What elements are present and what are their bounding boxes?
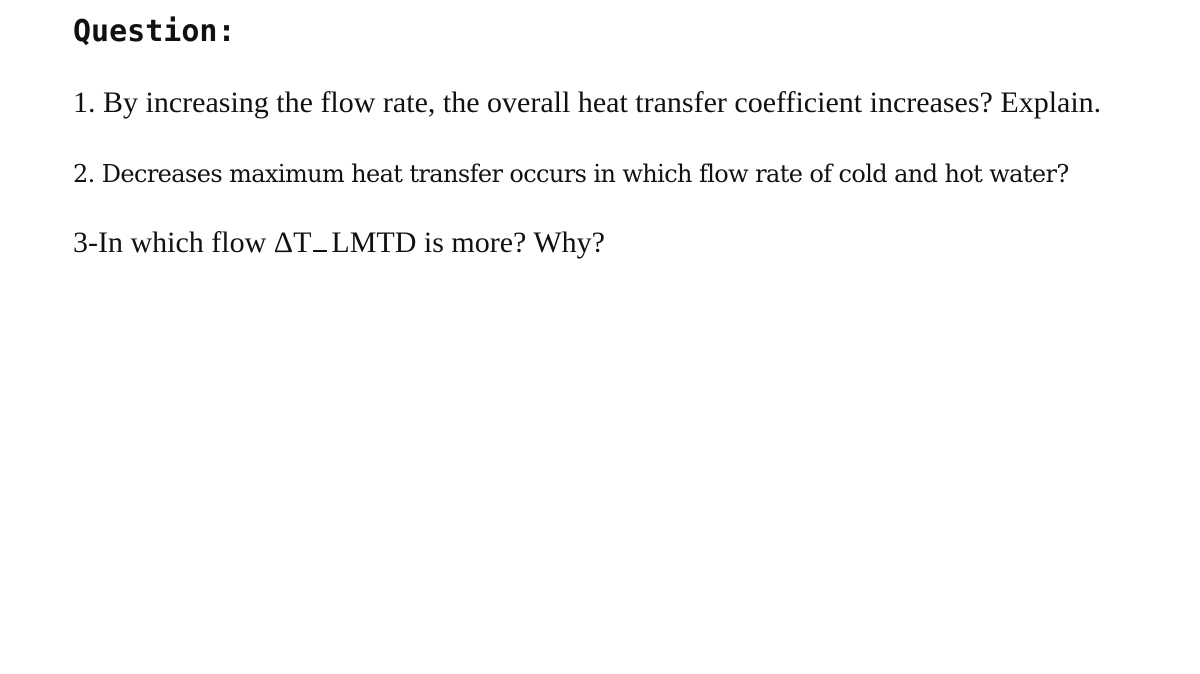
question-3 — [73, 226, 605, 260]
question-1: 1. By increasing the flow rate, the overall heat transfer coefficient increases? Explain. — [73, 86, 1102, 119]
question-2: 2. Decreases maximum heat transfer occurs in which flow rate of cold and hot water? — [73, 160, 1069, 188]
subscript-underscore — [313, 228, 327, 252]
question-3-part-2: LMTD is more? Why? — [331, 226, 605, 259]
question-heading: Question: — [73, 14, 236, 49]
question-3-part-1: 3-In which flow ΔT — [73, 226, 312, 259]
